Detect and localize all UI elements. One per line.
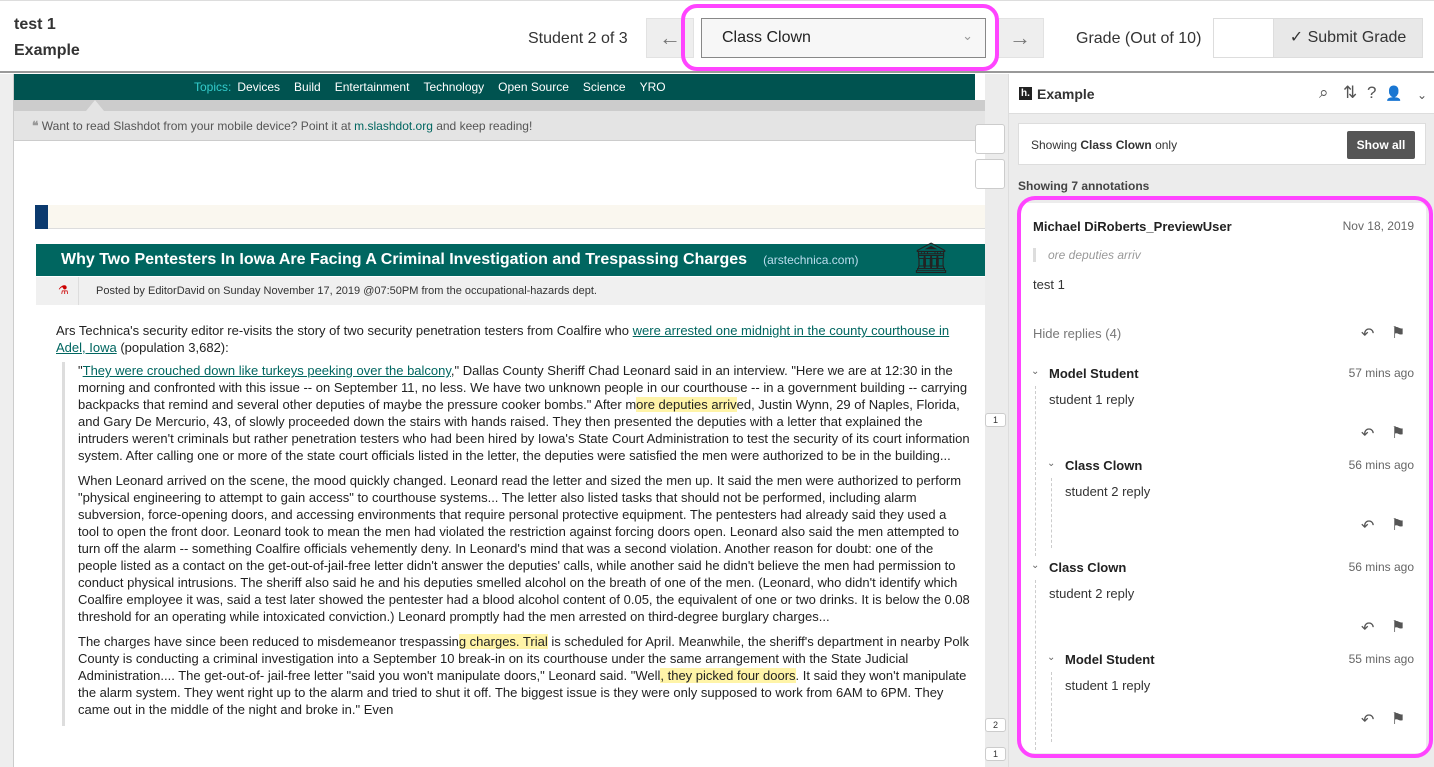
reply-text: student 2 reply bbox=[1049, 586, 1135, 601]
help-icon[interactable]: ? bbox=[1367, 83, 1377, 102]
text: of 0.05, the equivalent of one or two drinks. It is below the 0.08 threshold for an operating while intoxicated conviction.) Leonard promptly had the men arrested on bbox=[78, 592, 970, 624]
reply-user[interactable]: Class Clown bbox=[1049, 560, 1127, 575]
topic-link[interactable]: Build bbox=[294, 80, 321, 94]
annotation-date[interactable]: Nov 18, 2019 bbox=[1342, 219, 1414, 233]
text: listed in the letter, the deputies were satisfied the men were authorized to be in the building... bbox=[418, 448, 951, 463]
assignment-title: test 1 bbox=[14, 16, 56, 33]
annotation-count-badge[interactable]: 1 bbox=[985, 747, 1006, 761]
selected-student: Class Clown bbox=[722, 29, 811, 46]
user-icon[interactable]: 👤 bbox=[1385, 85, 1403, 101]
flag-icon[interactable]: ⚑ bbox=[1391, 711, 1406, 728]
filter-status bbox=[1018, 123, 1426, 165]
reply-icon[interactable]: ↶ bbox=[1361, 518, 1375, 535]
topic-link[interactable]: Open Source bbox=[498, 80, 569, 94]
filter-text-end: only bbox=[1151, 138, 1178, 152]
reply-icon[interactable]: ↶ bbox=[1361, 620, 1375, 637]
text: slowly proceeded down the stairs with hands raised. They then presented the deputies with a letter that explained the intruders weren't criminals but rather penetration bbox=[78, 414, 923, 446]
annotation-count-badge[interactable]: 2 bbox=[985, 718, 1006, 732]
quote-icon: ❝ bbox=[32, 119, 42, 133]
posted-by: Posted by EditorDavid on Sunday November 17, 2019 @07:50PM from the occupational-hazards dept. bbox=[96, 285, 597, 297]
flag-icon[interactable]: ⚑ bbox=[1391, 619, 1406, 636]
annotation-user[interactable]: Michael DiRoberts_PreviewUser bbox=[1033, 219, 1232, 234]
annotation-count: Showing 7 annotations bbox=[1018, 179, 1150, 193]
arrow-right-icon: → bbox=[1009, 25, 1031, 50]
text: conducting a criminal investigation into a September 10 break-in on its courthouse under the same arrangement with the State Judicial Administration.... The get-out-of- bbox=[78, 651, 909, 683]
story-link[interactable]: They were crouched down like turkeys peeking over the balcony bbox=[82, 363, 451, 378]
text: doors, and accessing environments that require personal protective equipment. The pentesters had already said they used a tool to open the front door. Leonard took bbox=[78, 507, 947, 539]
text: jail-free letter "said you won't manipulate doors," Leonard said. "Well bbox=[267, 668, 661, 683]
paragraph bbox=[78, 472, 970, 625]
text: " bbox=[78, 363, 83, 378]
grading-toolbar bbox=[0, 0, 1434, 73]
submit-grade-button[interactable]: ✓ Submit Grade bbox=[1273, 18, 1423, 58]
text: . It said they won't manipulate the alarm system. They went right up to the bbox=[78, 668, 967, 700]
flag-icon[interactable]: ⚑ bbox=[1391, 517, 1406, 534]
annotation-quote: ore deputies arriv bbox=[1033, 248, 1141, 262]
collapse-chevron-icon[interactable]: ⌄ bbox=[1047, 458, 1056, 469]
story-title-bar bbox=[36, 244, 985, 276]
group-name[interactable]: Example bbox=[1037, 86, 1095, 102]
course-name: Example bbox=[14, 42, 80, 59]
chevron-down-icon[interactable]: ⌄ bbox=[1417, 88, 1428, 102]
reply-text: student 1 reply bbox=[1065, 678, 1151, 693]
grade-input[interactable] bbox=[1213, 18, 1274, 58]
annotation-sidebar bbox=[1008, 74, 1434, 767]
reply-time[interactable]: 55 mins ago bbox=[1348, 652, 1414, 666]
annotation-card bbox=[1021, 203, 1426, 753]
hypothesis-logo: h. bbox=[1019, 87, 1032, 100]
story-intro bbox=[56, 322, 970, 356]
notch bbox=[86, 100, 104, 111]
reply-icon[interactable]: ↶ bbox=[1361, 426, 1375, 443]
text: third-degree burglary charges... bbox=[648, 609, 830, 624]
topic-link[interactable]: Technology bbox=[423, 80, 485, 94]
text: to mean the men had violated the restriction against forcing doors open. Leonard also said the men attempted to turn off the alarm -- something Coalfire officials bbox=[78, 524, 959, 556]
story-title[interactable]: Why Two Pentesters In Iowa Are Facing A Criminal Investigation and Trespassing Charges bbox=[61, 251, 748, 268]
text: engineering to attempt to gain access" to courthouse systems... The letter also listed tasks that should not be performed, including alarm subversion, force-opening bbox=[78, 490, 917, 522]
reply-time[interactable]: 57 mins ago bbox=[1348, 366, 1414, 380]
prev-student-button[interactable] bbox=[646, 18, 694, 58]
topic-link[interactable]: Devices bbox=[237, 80, 281, 94]
student-select[interactable] bbox=[701, 18, 986, 58]
reply-text: student 2 reply bbox=[1065, 484, 1151, 499]
flag-icon[interactable]: ⚑ bbox=[1391, 325, 1406, 342]
show-all-button[interactable]: Show all bbox=[1347, 131, 1415, 159]
text: ed, Justin Wynn, 29 of Naples, Florida, and Gary De Mercurio, 43, of bbox=[78, 397, 960, 429]
banner bbox=[35, 205, 985, 229]
mobile-notice bbox=[14, 111, 985, 141]
collapse-chevron-icon[interactable]: ⌄ bbox=[1031, 560, 1040, 571]
mobile-link[interactable]: m.slashdot.org bbox=[354, 119, 433, 133]
arrow-left-icon: ← bbox=[659, 25, 681, 50]
student-count: Student 2 of 3 bbox=[528, 30, 628, 47]
text: The charges have since been reduced to misdemeanor trespassin bbox=[78, 634, 459, 649]
text: (population 3,682): bbox=[120, 340, 229, 355]
topic-link[interactable]: YRO bbox=[639, 80, 666, 94]
next-student-button[interactable] bbox=[996, 18, 1044, 58]
story-link[interactable]: were arrested one midnight in the county courthouse in Adel, Iowa bbox=[56, 323, 950, 355]
flag-icon[interactable]: ⚑ bbox=[1391, 425, 1406, 442]
text: confronted with this issue -- on September 11, no less. We have two unknown people in our courthouse -- in a government building -- carrying backpacks that remind bbox=[78, 380, 968, 412]
sidebar-toggle-button[interactable] bbox=[975, 124, 1005, 154]
separator bbox=[78, 277, 79, 305]
document-frame bbox=[0, 74, 1008, 767]
reply-time[interactable]: 56 mins ago bbox=[1348, 458, 1414, 472]
text: alcohol on the breath of one of the men. (Leonard, who didn't identify which Coalfire employee it was, said a test later showed the pentester had a blood alcohol content bbox=[78, 575, 958, 607]
chevron-down-icon: ⌄ bbox=[962, 28, 973, 43]
filter-user: Class Clown bbox=[1080, 138, 1152, 152]
thread-line bbox=[1035, 386, 1036, 556]
highlight-visibility-button[interactable] bbox=[975, 159, 1005, 189]
topic-link[interactable]: Entertainment bbox=[334, 80, 410, 94]
collapse-chevron-icon[interactable]: ⌄ bbox=[1047, 652, 1056, 663]
thread-line bbox=[1035, 580, 1036, 750]
filter-text: Showing bbox=[1031, 138, 1081, 152]
banner-accent bbox=[35, 205, 48, 229]
text: vehemently deny. In Leonard's mind that was a second violation. Another reason for doubt: one of the people listed as a contact on the get-out-of-jail-free letter didn't bbox=[78, 541, 934, 573]
reply-user[interactable]: Model Student bbox=[1049, 366, 1139, 381]
reply-text: student 1 reply bbox=[1049, 392, 1135, 407]
reply-icon[interactable]: ↶ bbox=[1361, 326, 1375, 343]
story-quote bbox=[62, 362, 970, 726]
annotation-count-badge[interactable]: 1 bbox=[985, 413, 1006, 427]
collapse-chevron-icon[interactable]: ⌄ bbox=[1031, 366, 1040, 377]
text: Ars Technica's security editor re-visits the story of two security penetration testers from Coalfire who bbox=[56, 323, 633, 338]
mobile-text: Want to read Slashdot from your mobile device? Point it at bbox=[41, 119, 355, 133]
text-line bbox=[418, 448, 951, 463]
courthouse-handcuffs-icon: 🏛 bbox=[912, 242, 951, 275]
posted-bar bbox=[36, 277, 985, 305]
text-line bbox=[120, 340, 228, 355]
text: is scheduled for April. Meanwhile, the sheriff's department in nearby Polk County is bbox=[78, 634, 970, 666]
paragraph bbox=[78, 362, 970, 464]
grade-label: Grade (Out of 10) bbox=[1076, 30, 1202, 47]
paragraph bbox=[78, 633, 970, 718]
text: answer the deputies' calls, while another said he didn't believe the men had permission to conduct physical intrusions. The sheriff also said he and his deputies smelled bbox=[78, 558, 956, 590]
text: ," Dallas County Sheriff Chad Leonard said in an interview. "Here we are at 12:30 in the morning and bbox=[78, 363, 953, 395]
reply-user[interactable]: Class Clown bbox=[1065, 458, 1143, 473]
text-line bbox=[648, 609, 829, 624]
text: When Leonard arrived on the scene, the mood quickly changed. Leonard read the letter and sized the men up. It said the men were authorized to perform "physical bbox=[78, 473, 962, 505]
topics-label: Topics: bbox=[194, 80, 232, 94]
text: and several other deputies of maybe the pressure cooker bombs." After m bbox=[211, 397, 637, 412]
reply-user[interactable]: Model Student bbox=[1065, 652, 1155, 667]
frame-margin bbox=[0, 74, 14, 767]
search-icon[interactable]: ⌕ bbox=[1319, 83, 1329, 102]
mobile-text-end: and keep reading! bbox=[432, 119, 533, 133]
topic-link[interactable]: Science bbox=[582, 80, 626, 94]
annotation-highlight[interactable]: ore deputies arriv bbox=[636, 397, 737, 412]
hide-replies-link[interactable]: Hide replies (4) bbox=[1033, 326, 1122, 341]
thread-line bbox=[1051, 672, 1052, 742]
reply-time[interactable]: 56 mins ago bbox=[1348, 560, 1414, 574]
text: testers who had been hired by Iowa's State Court Administration to test the security of its court information system. After calling one or more of the state court officials bbox=[78, 431, 970, 463]
text: alarm and tried to shut it off. The biggest issue is they were only supposed to work from 6AM to 6PM. They came out in the middle of the night and broke in." Even bbox=[78, 685, 944, 717]
story-source[interactable]: (arstechnica.com) bbox=[763, 253, 859, 267]
thread-line bbox=[1051, 478, 1052, 548]
annotation-text: test 1 bbox=[1033, 277, 1065, 292]
flask-icon: ⚗ bbox=[58, 283, 69, 297]
topics-nav bbox=[14, 74, 975, 100]
sidebar-header bbox=[1009, 74, 1434, 114]
sort-icon[interactable]: ⇅ bbox=[1343, 83, 1358, 102]
reply-icon[interactable]: ↶ bbox=[1361, 712, 1375, 729]
annotation-highlight[interactable]: , they picked four doors bbox=[660, 668, 796, 683]
annotation-highlight[interactable]: g charges. Trial bbox=[458, 634, 548, 649]
